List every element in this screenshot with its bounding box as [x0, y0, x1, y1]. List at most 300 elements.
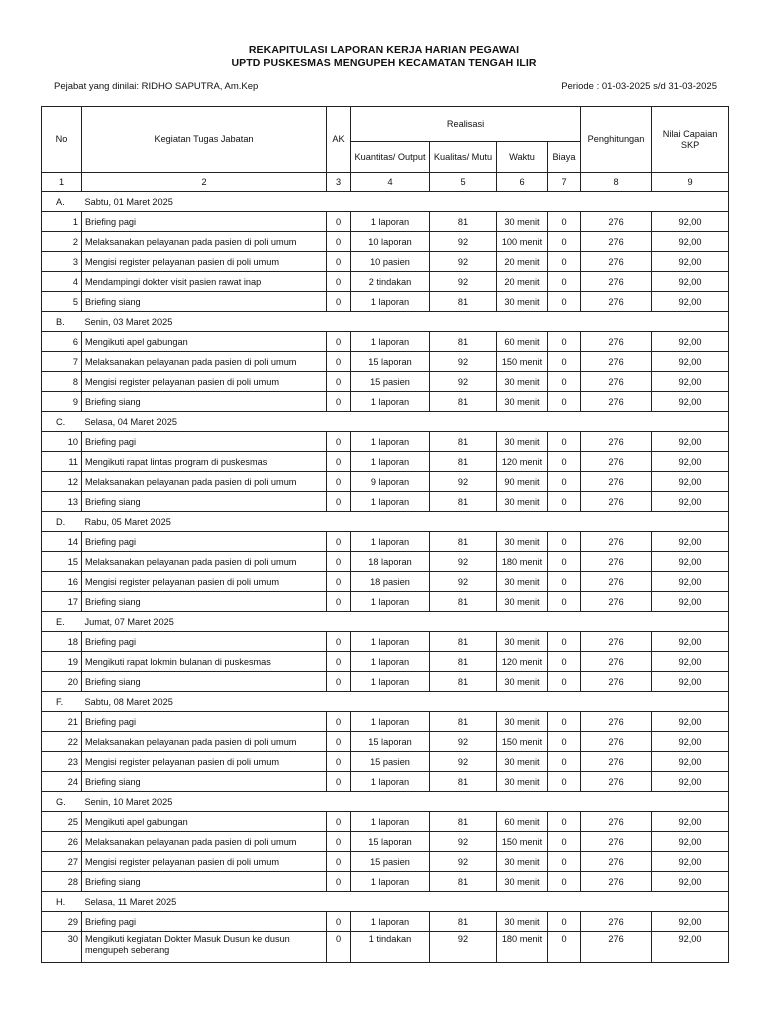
row-quantity: 1 tindakan — [351, 932, 430, 963]
table-row — [42, 572, 729, 592]
row-quality: 81 — [430, 712, 497, 732]
row-activity: Melaksanakan pelayanan pada pasien di poli umum — [82, 352, 327, 372]
row-cost: 0 — [548, 232, 581, 252]
row-activity: Melaksanakan pelayanan pada pasien di poli umum — [82, 552, 327, 572]
table-row — [42, 732, 729, 752]
row-no: 7 — [42, 352, 82, 372]
row-quantity: 15 laporan — [351, 832, 430, 852]
row-time: 60 menit — [497, 332, 548, 352]
row-activity: Briefing pagi — [82, 212, 327, 232]
row-quality: 92 — [430, 732, 497, 752]
table-row — [42, 332, 729, 352]
row-quantity: 18 pasien — [351, 572, 430, 592]
row-time: 20 menit — [497, 252, 548, 272]
row-ak: 0 — [327, 552, 351, 572]
row-calc: 276 — [581, 672, 652, 692]
row-quality: 92 — [430, 932, 497, 963]
row-quantity: 1 laporan — [351, 212, 430, 232]
row-activity: Melaksanakan pelayanan pada pasien di poli umum — [82, 732, 327, 752]
column-index-cell: 9 — [652, 173, 729, 192]
row-calc: 276 — [581, 812, 652, 832]
row-quantity: 1 laporan — [351, 912, 430, 932]
row-quality: 81 — [430, 772, 497, 792]
table-row — [42, 272, 729, 292]
row-ak: 0 — [327, 672, 351, 692]
row-calc: 276 — [581, 432, 652, 452]
section-row — [42, 412, 729, 432]
row-time: 100 menit — [497, 232, 548, 252]
row-score: 92,00 — [652, 272, 729, 292]
row-time: 30 menit — [497, 752, 548, 772]
row-time: 120 menit — [497, 652, 548, 672]
row-quantity: 15 pasien — [351, 372, 430, 392]
row-quantity: 1 laporan — [351, 492, 430, 512]
row-activity: Melaksanakan pelayanan pada pasien di poli umum — [82, 832, 327, 852]
row-score: 92,00 — [652, 932, 729, 963]
table-row — [42, 872, 729, 892]
row-score: 92,00 — [652, 492, 729, 512]
row-ak: 0 — [327, 592, 351, 612]
row-time: 20 menit — [497, 272, 548, 292]
row-time: 30 menit — [497, 852, 548, 872]
row-cost: 0 — [548, 372, 581, 392]
row-quality: 81 — [430, 672, 497, 692]
row-no: 17 — [42, 592, 82, 612]
column-index-cell: 6 — [497, 173, 548, 192]
row-score: 92,00 — [652, 832, 729, 852]
row-quantity: 15 laporan — [351, 352, 430, 372]
row-calc: 276 — [581, 252, 652, 272]
row-activity: Mengikuti apel gabungan — [82, 812, 327, 832]
row-no: 11 — [42, 452, 82, 472]
row-score: 92,00 — [652, 292, 729, 312]
row-quality: 92 — [430, 232, 497, 252]
row-cost: 0 — [548, 712, 581, 732]
row-no: 2 — [42, 232, 82, 252]
row-cost: 0 — [548, 452, 581, 472]
row-score: 92,00 — [652, 732, 729, 752]
row-quantity: 10 laporan — [351, 232, 430, 252]
row-quality: 81 — [430, 432, 497, 452]
row-score: 92,00 — [652, 912, 729, 932]
row-calc: 276 — [581, 392, 652, 412]
row-activity: Mengisi register pelayanan pasien di poli umum — [82, 752, 327, 772]
row-cost: 0 — [548, 912, 581, 932]
column-index-cell: 7 — [548, 173, 581, 192]
row-activity: Briefing pagi — [82, 912, 327, 932]
row-cost: 0 — [548, 652, 581, 672]
row-ak: 0 — [327, 572, 351, 592]
row-quality: 81 — [430, 912, 497, 932]
row-quality: 81 — [430, 812, 497, 832]
row-quality: 81 — [430, 212, 497, 232]
row-cost: 0 — [548, 292, 581, 312]
row-time: 150 menit — [497, 832, 548, 852]
row-calc: 276 — [581, 332, 652, 352]
header-quality: Kualitas/ Mutu — [430, 142, 497, 173]
row-no: 23 — [42, 752, 82, 772]
row-quantity: 1 laporan — [351, 812, 430, 832]
table-row — [42, 352, 729, 372]
row-time: 180 menit — [497, 932, 548, 963]
row-ak: 0 — [327, 372, 351, 392]
row-cost: 0 — [548, 392, 581, 412]
column-index-cell: 3 — [327, 173, 351, 192]
row-score: 92,00 — [652, 772, 729, 792]
row-score: 92,00 — [652, 592, 729, 612]
row-time: 30 menit — [497, 392, 548, 412]
row-ak: 0 — [327, 752, 351, 772]
row-no: 1 — [42, 212, 82, 232]
row-no: 3 — [42, 252, 82, 272]
row-cost: 0 — [548, 812, 581, 832]
row-time: 30 menit — [497, 372, 548, 392]
table-row — [42, 912, 729, 932]
row-ak: 0 — [327, 632, 351, 652]
row-quality: 81 — [430, 292, 497, 312]
row-time: 30 menit — [497, 592, 548, 612]
row-no: 16 — [42, 572, 82, 592]
row-quantity: 2 tindakan — [351, 272, 430, 292]
header-ak: AK — [327, 107, 351, 173]
row-quantity: 15 pasien — [351, 752, 430, 772]
row-time: 30 menit — [497, 712, 548, 732]
row-score: 92,00 — [652, 472, 729, 492]
section-row — [42, 192, 729, 212]
table-row — [42, 852, 729, 872]
row-calc: 276 — [581, 232, 652, 252]
row-ak: 0 — [327, 472, 351, 492]
row-cost: 0 — [548, 732, 581, 752]
section-letter: C. — [42, 412, 82, 432]
row-time: 30 menit — [497, 672, 548, 692]
section-letter: E. — [42, 612, 82, 632]
row-activity: Briefing pagi — [82, 632, 327, 652]
row-quantity: 1 laporan — [351, 452, 430, 472]
section-row — [42, 612, 729, 632]
row-ak: 0 — [327, 252, 351, 272]
row-activity: Briefing pagi — [82, 432, 327, 452]
report-table — [41, 106, 729, 963]
section-row — [42, 692, 729, 712]
row-activity: Melaksanakan pelayanan pada pasien di poli umum — [82, 232, 327, 252]
row-no: 18 — [42, 632, 82, 652]
section-date: Senin, 10 Maret 2025 — [82, 792, 729, 812]
row-activity: Mendampingi dokter visit pasien rawat inap — [82, 272, 327, 292]
row-score: 92,00 — [652, 392, 729, 412]
row-cost: 0 — [548, 852, 581, 872]
row-time: 30 menit — [497, 912, 548, 932]
row-no: 28 — [42, 872, 82, 892]
row-time: 180 menit — [497, 552, 548, 572]
table-row — [42, 752, 729, 772]
section-date: Sabtu, 08 Maret 2025 — [82, 692, 729, 712]
row-calc: 276 — [581, 772, 652, 792]
row-activity: Briefing siang — [82, 772, 327, 792]
row-quality: 92 — [430, 572, 497, 592]
section-date: Rabu, 05 Maret 2025 — [82, 512, 729, 532]
row-activity: Briefing siang — [82, 592, 327, 612]
row-no: 21 — [42, 712, 82, 732]
row-activity: Briefing siang — [82, 392, 327, 412]
row-calc: 276 — [581, 352, 652, 372]
row-score: 92,00 — [652, 432, 729, 452]
row-cost: 0 — [548, 672, 581, 692]
section-letter: B. — [42, 312, 82, 332]
table-row — [42, 772, 729, 792]
row-no: 29 — [42, 912, 82, 932]
row-no: 27 — [42, 852, 82, 872]
row-ak: 0 — [327, 772, 351, 792]
row-calc: 276 — [581, 272, 652, 292]
row-calc: 276 — [581, 552, 652, 572]
row-time: 150 menit — [497, 732, 548, 752]
row-score: 92,00 — [652, 572, 729, 592]
table-row — [42, 212, 729, 232]
row-no: 30 — [42, 932, 82, 963]
table-row — [42, 392, 729, 412]
row-quality: 92 — [430, 352, 497, 372]
row-cost: 0 — [548, 832, 581, 852]
row-quantity: 1 laporan — [351, 712, 430, 732]
table-row — [42, 252, 729, 272]
table-body — [42, 173, 729, 963]
column-index-cell: 5 — [430, 173, 497, 192]
row-score: 92,00 — [652, 232, 729, 252]
row-cost: 0 — [548, 592, 581, 612]
row-no: 12 — [42, 472, 82, 492]
row-calc: 276 — [581, 212, 652, 232]
row-quality: 81 — [430, 872, 497, 892]
column-index-cell: 4 — [351, 173, 430, 192]
row-activity: Mengisi register pelayanan pasien di poli umum — [82, 372, 327, 392]
section-date: Jumat, 07 Maret 2025 — [82, 612, 729, 632]
row-calc: 276 — [581, 292, 652, 312]
row-cost: 0 — [548, 272, 581, 292]
table-row — [42, 472, 729, 492]
row-ak: 0 — [327, 652, 351, 672]
row-quantity: 1 laporan — [351, 872, 430, 892]
row-calc: 276 — [581, 452, 652, 472]
row-no: 8 — [42, 372, 82, 392]
row-activity: Mengisi register pelayanan pasien di poli umum — [82, 852, 327, 872]
row-quality: 92 — [430, 832, 497, 852]
row-activity: Mengikuti kegiatan Dokter Masuk Dusun ke dusun mengupeh seberang — [82, 932, 327, 963]
table-row — [42, 232, 729, 252]
row-quantity: 1 laporan — [351, 292, 430, 312]
row-score: 92,00 — [652, 532, 729, 552]
row-time: 30 menit — [497, 872, 548, 892]
column-index-cell: 8 — [581, 173, 652, 192]
table-row — [42, 712, 729, 732]
row-ak: 0 — [327, 392, 351, 412]
section-letter: A. — [42, 192, 82, 212]
row-quality: 81 — [430, 592, 497, 612]
section-date: Selasa, 11 Maret 2025 — [82, 892, 729, 912]
row-time: 30 menit — [497, 572, 548, 592]
section-row — [42, 792, 729, 812]
row-calc: 276 — [581, 652, 652, 672]
row-time: 30 menit — [497, 532, 548, 552]
table-row — [42, 552, 729, 572]
row-score: 92,00 — [652, 632, 729, 652]
row-score: 92,00 — [652, 672, 729, 692]
row-quantity: 15 pasien — [351, 852, 430, 872]
row-score: 92,00 — [652, 752, 729, 772]
row-calc: 276 — [581, 492, 652, 512]
section-letter: F. — [42, 692, 82, 712]
table-row — [42, 672, 729, 692]
row-activity: Mengikuti rapat lintas program di puskesmas — [82, 452, 327, 472]
section-row — [42, 312, 729, 332]
section-letter: D. — [42, 512, 82, 532]
row-no: 15 — [42, 552, 82, 572]
column-index-row — [42, 173, 729, 192]
row-ak: 0 — [327, 232, 351, 252]
row-score: 92,00 — [652, 452, 729, 472]
table-row — [42, 652, 729, 672]
row-quantity: 1 laporan — [351, 632, 430, 652]
column-index-cell: 1 — [42, 173, 82, 192]
row-time: 150 menit — [497, 352, 548, 372]
table-row — [42, 372, 729, 392]
table-row — [42, 832, 729, 852]
row-ak: 0 — [327, 292, 351, 312]
row-no: 25 — [42, 812, 82, 832]
table-row — [42, 632, 729, 652]
row-calc: 276 — [581, 472, 652, 492]
row-calc: 276 — [581, 592, 652, 612]
table-row — [42, 492, 729, 512]
row-no: 13 — [42, 492, 82, 512]
row-quality: 81 — [430, 452, 497, 472]
row-quantity: 15 laporan — [351, 732, 430, 752]
row-time: 30 menit — [497, 632, 548, 652]
row-cost: 0 — [548, 472, 581, 492]
header-time: Waktu — [497, 142, 548, 173]
row-no: 4 — [42, 272, 82, 292]
row-calc: 276 — [581, 732, 652, 752]
row-ak: 0 — [327, 852, 351, 872]
row-time: 120 menit — [497, 452, 548, 472]
row-ak: 0 — [327, 332, 351, 352]
row-no: 24 — [42, 772, 82, 792]
row-time: 30 menit — [497, 772, 548, 792]
section-row — [42, 892, 729, 912]
row-activity: Mengisi register pelayanan pasien di poli umum — [82, 572, 327, 592]
row-quality: 92 — [430, 752, 497, 772]
row-score: 92,00 — [652, 332, 729, 352]
row-no: 22 — [42, 732, 82, 752]
row-ak: 0 — [327, 532, 351, 552]
row-calc: 276 — [581, 632, 652, 652]
row-score: 92,00 — [652, 352, 729, 372]
row-no: 5 — [42, 292, 82, 312]
report-title: REKAPITULASI LAPORAN KERJA HARIAN PEGAWAI — [248, 44, 520, 56]
section-letter: G. — [42, 792, 82, 812]
section-date: Selasa, 04 Maret 2025 — [82, 412, 729, 432]
row-score: 92,00 — [652, 372, 729, 392]
row-time: 30 menit — [497, 432, 548, 452]
row-cost: 0 — [548, 352, 581, 372]
header-quantity: Kuantitas/ Output — [351, 142, 430, 173]
period-label: Periode : 01-03-2025 s/d 31-03-2025 — [561, 81, 717, 92]
row-ak: 0 — [327, 432, 351, 452]
row-ak: 0 — [327, 492, 351, 512]
table-row — [42, 432, 729, 452]
row-calc: 276 — [581, 572, 652, 592]
row-cost: 0 — [548, 772, 581, 792]
row-cost: 0 — [548, 432, 581, 452]
table-row — [42, 532, 729, 552]
row-score: 92,00 — [652, 872, 729, 892]
header-activity: Kegiatan Tugas Jabatan — [82, 107, 327, 173]
row-no: 10 — [42, 432, 82, 452]
table-row — [42, 932, 729, 963]
row-no: 26 — [42, 832, 82, 852]
row-ak: 0 — [327, 212, 351, 232]
row-calc: 276 — [581, 852, 652, 872]
row-ak: 0 — [327, 932, 351, 963]
row-ak: 0 — [327, 872, 351, 892]
row-quantity: 1 laporan — [351, 592, 430, 612]
row-no: 14 — [42, 532, 82, 552]
row-score: 92,00 — [652, 712, 729, 732]
row-quantity: 1 laporan — [351, 672, 430, 692]
row-quantity: 1 laporan — [351, 392, 430, 412]
row-quality: 92 — [430, 372, 497, 392]
row-ak: 0 — [327, 732, 351, 752]
row-activity: Briefing siang — [82, 292, 327, 312]
row-quality: 81 — [430, 652, 497, 672]
row-quality: 81 — [430, 492, 497, 512]
row-cost: 0 — [548, 332, 581, 352]
table-row — [42, 292, 729, 312]
row-score: 92,00 — [652, 652, 729, 672]
row-ak: 0 — [327, 812, 351, 832]
row-time: 30 menit — [497, 292, 548, 312]
row-quality: 92 — [430, 472, 497, 492]
row-no: 19 — [42, 652, 82, 672]
row-cost: 0 — [548, 492, 581, 512]
row-calc: 276 — [581, 752, 652, 772]
row-activity: Mengikuti apel gabungan — [82, 332, 327, 352]
row-no: 6 — [42, 332, 82, 352]
table-row — [42, 592, 729, 612]
row-ak: 0 — [327, 912, 351, 932]
section-date: Sabtu, 01 Maret 2025 — [82, 192, 729, 212]
row-calc: 276 — [581, 532, 652, 552]
row-activity: Briefing siang — [82, 492, 327, 512]
row-quality: 92 — [430, 852, 497, 872]
row-cost: 0 — [548, 212, 581, 232]
row-quantity: 1 laporan — [351, 332, 430, 352]
row-ak: 0 — [327, 712, 351, 732]
row-quality: 92 — [430, 272, 497, 292]
row-quality: 81 — [430, 632, 497, 652]
row-cost: 0 — [548, 572, 581, 592]
row-quantity: 1 laporan — [351, 432, 430, 452]
row-quantity: 1 laporan — [351, 652, 430, 672]
row-calc: 276 — [581, 832, 652, 852]
row-time: 90 menit — [497, 472, 548, 492]
row-activity: Briefing pagi — [82, 532, 327, 552]
row-time: 30 menit — [497, 212, 548, 232]
section-row — [42, 512, 729, 532]
section-date: Senin, 03 Maret 2025 — [82, 312, 729, 332]
row-score: 92,00 — [652, 552, 729, 572]
row-quality: 81 — [430, 332, 497, 352]
